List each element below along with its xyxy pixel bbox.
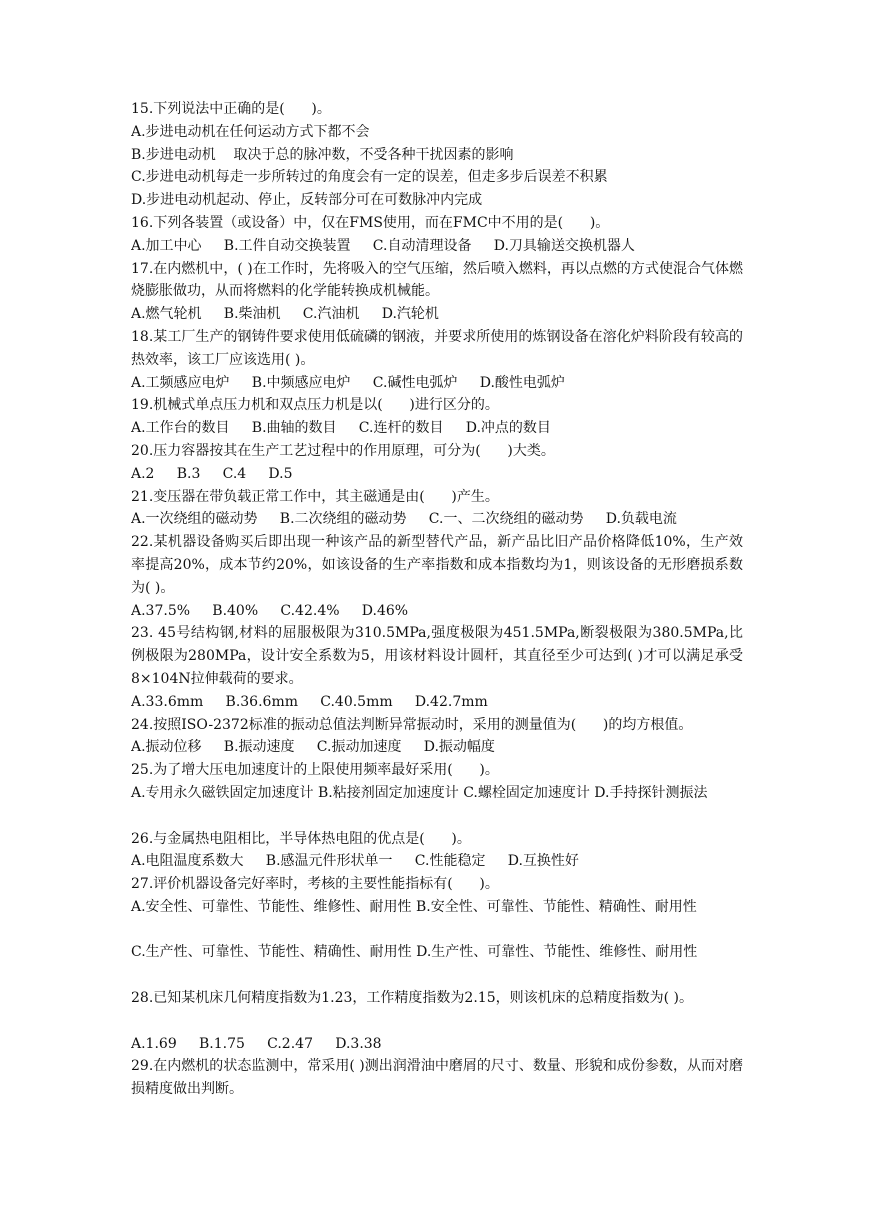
q24-options: A.振动位移 B.振动速度 C.振动加速度 D.振动幅度 — [131, 739, 495, 756]
q28-options: A.1.69 B.1.75 C.2.47 D.3.38 — [131, 1035, 382, 1052]
q21-options: A.一次绕组的磁动势 B.二次绕组的磁动势 C.一、二次绕组的磁动势 D.负载电流 — [131, 511, 677, 528]
q24-stem: 24.按照ISO-2372标准的振动总值法判断异常振动时，采用的测量值为( )的均方根值。 — [131, 716, 693, 733]
q25-stem: 25.为了增大压电加速度计的上限使用频率最好采用( )。 — [131, 762, 499, 779]
q22-options: A.37.5% B.40% C.42.4% D.46% — [131, 602, 409, 619]
q27-options-cd: C.生产性、可靠性、节能性、精确性、耐用性 D.生产性、可靠性、节能性、维修性、耐用性 — [131, 944, 698, 961]
q18-stem: 18.某工厂生产的钢铸件要求使用低硫磷的钢液，并要求所使用的炼钢设备在溶化炉料阶段有较高的热效率，该工厂应该选用( )。 — [131, 328, 743, 368]
q25-options: A.专用永久磁铁固定加速度计 B.粘接剂固定加速度计 C.螺栓固定加速度计 D.手持探针测振法 — [131, 784, 708, 801]
q23-stem: 23. 45号结构钢,材料的屈服极限为310.5MPa,强度极限为451.5MPa,断裂极限为380.5MPa,比例极限为280MPa，设计安全系数为5，用该材料设计圆杆，其直径至少可达到( )才可以满足承受8×104N拉伸载荷的要求。 — [131, 625, 743, 687]
q27-stem: 27.评价机器设备完好率时，考核的主要性能指标有( )。 — [131, 876, 499, 893]
q28-stem: 28.已知某机床几何精度指数为1.23，工作精度指数为2.15，则该机床的总精度指数为( )。 — [131, 990, 693, 1007]
q23-options: A.33.6mm B.36.6mm C.40.5mm D.42.7mm — [131, 693, 488, 710]
q20-options: A.2 B.3 C.4 D.5 — [131, 465, 293, 482]
q29-stem: 29.在内燃机的状态监测中，常采用( )测出润滑油中磨屑的尺寸、数量、形貌和成份参数，从而对磨损精度做出判断。 — [131, 1058, 743, 1098]
q17-options: A.燃气轮机 B.柴油机 C.汽油机 D.汽轮机 — [131, 306, 439, 323]
q16-stem: 16.下列各装置（或设备）中，仅在FMS使用，而在FMC中不用的是( )。 — [131, 214, 610, 231]
q19-stem: 19.机械式单点压力机和双点压力机是以( )进行区分的。 — [131, 397, 499, 414]
q17-stem: 17.在内燃机中，( )在工作时，先将吸入的空气压缩，然后喷入燃料，再以点燃的方式使混合气体燃烧膨胀做功，从而将燃料的化学能转换成机械能。 — [131, 260, 743, 300]
q22-stem: 22.某机器设备购买后即出现一种该产品的新型替代产品，新产品比旧产品价格降低10%，生产效率提高20%，成本节约20%，如该设备的生产率指数和成本指数均为1，则该设备的无形磨损系数为( )。 — [131, 534, 743, 596]
document-page — [131, 98, 743, 1101]
q26-stem: 26.与金属热电阻相比，半导体热电阻的优点是( )。 — [131, 830, 471, 847]
q27-options-ab: A.安全性、可靠性、节能性、维修性、耐用性 B.安全性、可靠性、节能性、精确性、耐用性 — [131, 898, 697, 915]
q15-option-d: D.步进电动机起动、停止，反转部分可在可数脉冲内完成 — [131, 192, 483, 209]
q19-options: A.工作台的数目 B.曲轴的数目 C.连杆的数目 D.冲点的数目 — [131, 420, 551, 437]
q15-option-a: A.步进电动机在任何运动方式下都不会 — [131, 123, 370, 140]
q21-stem: 21.变压器在带负载正常工作中，其主磁通是由( )产生。 — [131, 488, 499, 505]
q16-options: A.加工中心 B.工件自动交换装置 C.自动清理设备 D.刀具输送交换机器人 — [131, 237, 635, 254]
q15-option-c: C.步进电动机每走一步所转过的角度会有一定的误差，但走多步后误差不积累 — [131, 169, 608, 186]
q15-option-b: B.步进电动机 取决于总的脉冲数，不受各种干扰因素的影响 — [131, 146, 514, 163]
q15-stem: 15.下列说法中正确的是( )。 — [131, 101, 331, 117]
q20-stem: 20.压力容器按其在生产工艺过程中的作用原理，可分为( )大类。 — [131, 442, 555, 459]
q26-options: A.电阻温度系数大 B.感温元件形状单一 C.性能稳定 D.互换性好 — [131, 853, 579, 870]
q18-options: A.工频感应电炉 B.中频感应电炉 C.碱性电弧炉 D.酸性电弧炉 — [131, 374, 565, 391]
